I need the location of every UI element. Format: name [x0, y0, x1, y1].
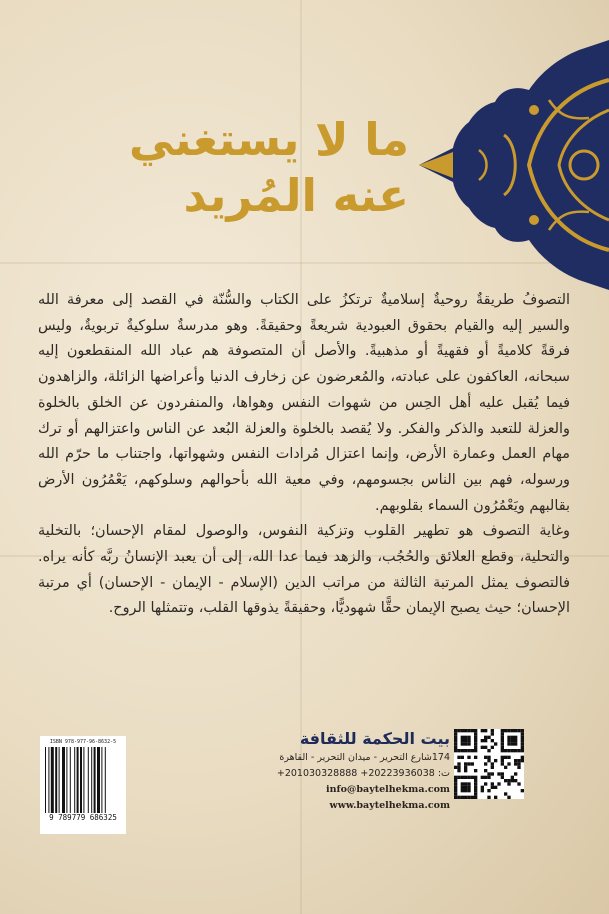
book-title-line1: ما لا يستغني: [129, 113, 409, 166]
publisher-name: بيت الحكمة للثقافة: [299, 729, 450, 748]
arabesque-ornament-icon: [409, 40, 609, 290]
barcode-bars-icon: [44, 747, 122, 813]
barcode-number: 9 789779 686325: [49, 813, 117, 822]
blurb-paragraph-2: وغاية التصوف هو تطهير القلوب وتزكية النفوس، والوصول لمقام الإحسان؛ بالتخلية والتحلية، وقطع العلائق والحُجُب، والزهد فيما عدا الله، إلى أن يعبد الإنسانُ ربَّه كأنه يراه. فالتصوف يمثل المرتبة الثالثة من مراتب الدين (الإسلام - الإيمان - الإحسان) أي مرتبة الإحسان؛ حيث يصبح الإيمان حقًّا شهوديًّا، وحقيقةً يذوقها القلب، وتتمثلها الروح.: [38, 523, 570, 617]
isbn-label: ISBN 978-977-96-8632-5: [49, 739, 117, 745]
publisher-info: [228, 728, 450, 814]
publisher-address: 174شارع التحرير - ميدان التحرير - القاهرة: [279, 752, 450, 763]
publisher-website: www.baytelhekma.com: [329, 800, 450, 811]
isbn-barcode: [40, 736, 126, 834]
book-title: [89, 112, 409, 224]
publisher-phone: ت: 20223936038+ 201030328888+: [276, 768, 450, 779]
publisher-email: info@baytelhekma.com: [325, 784, 450, 795]
blurb-text: [38, 288, 570, 622]
book-title-line2: عنه المُريد: [183, 169, 409, 222]
qr-code-icon: [454, 729, 524, 799]
blurb-paragraph-1: التصوفُ طريقةٌ روحيةٌ إسلاميةٌ ترتكزُ على الكتاب والسُّنّة في القصد إلى معرفة الله والسير إليه والقيام بحقوق العبودية شريعةً وحقيقةً. وهو مدرسةٌ سلوكيةٌ تربويةٌ، وليس فرقةً كلاميةً أو فقهيةً أو مذهبيةً. والأصل أن المتصوفة هم عباد الله المنقطعون إليه سبحانه، العاكفون على عبادته، والمُعرضون عن زخارف الدنيا وأعراضها الزائلة، والزاهدون فيما يُقبل عليه أهل الحِس من شهوات النفس وهواها، والمنفردون عن الخلق بالخلوة والعزلة للتعبد والذكر والفكر. ولا يُقصد بالخلوة والعزلة البُعد عن الناس واعتزالهم أو ترك مهام العمل وعمارة الأرض، وإنما اعتزال مُرادات النفس وشهواتها، واجتناب ما حرّم الله ورسوله، فهم بين الناس بجسومهم، وفي معية الله بأحوالهم وسلوكهم، يَعْمُرُون الأرض بقالبهم ويَعْمُرُون السماء بقلوبهم.: [38, 292, 570, 514]
